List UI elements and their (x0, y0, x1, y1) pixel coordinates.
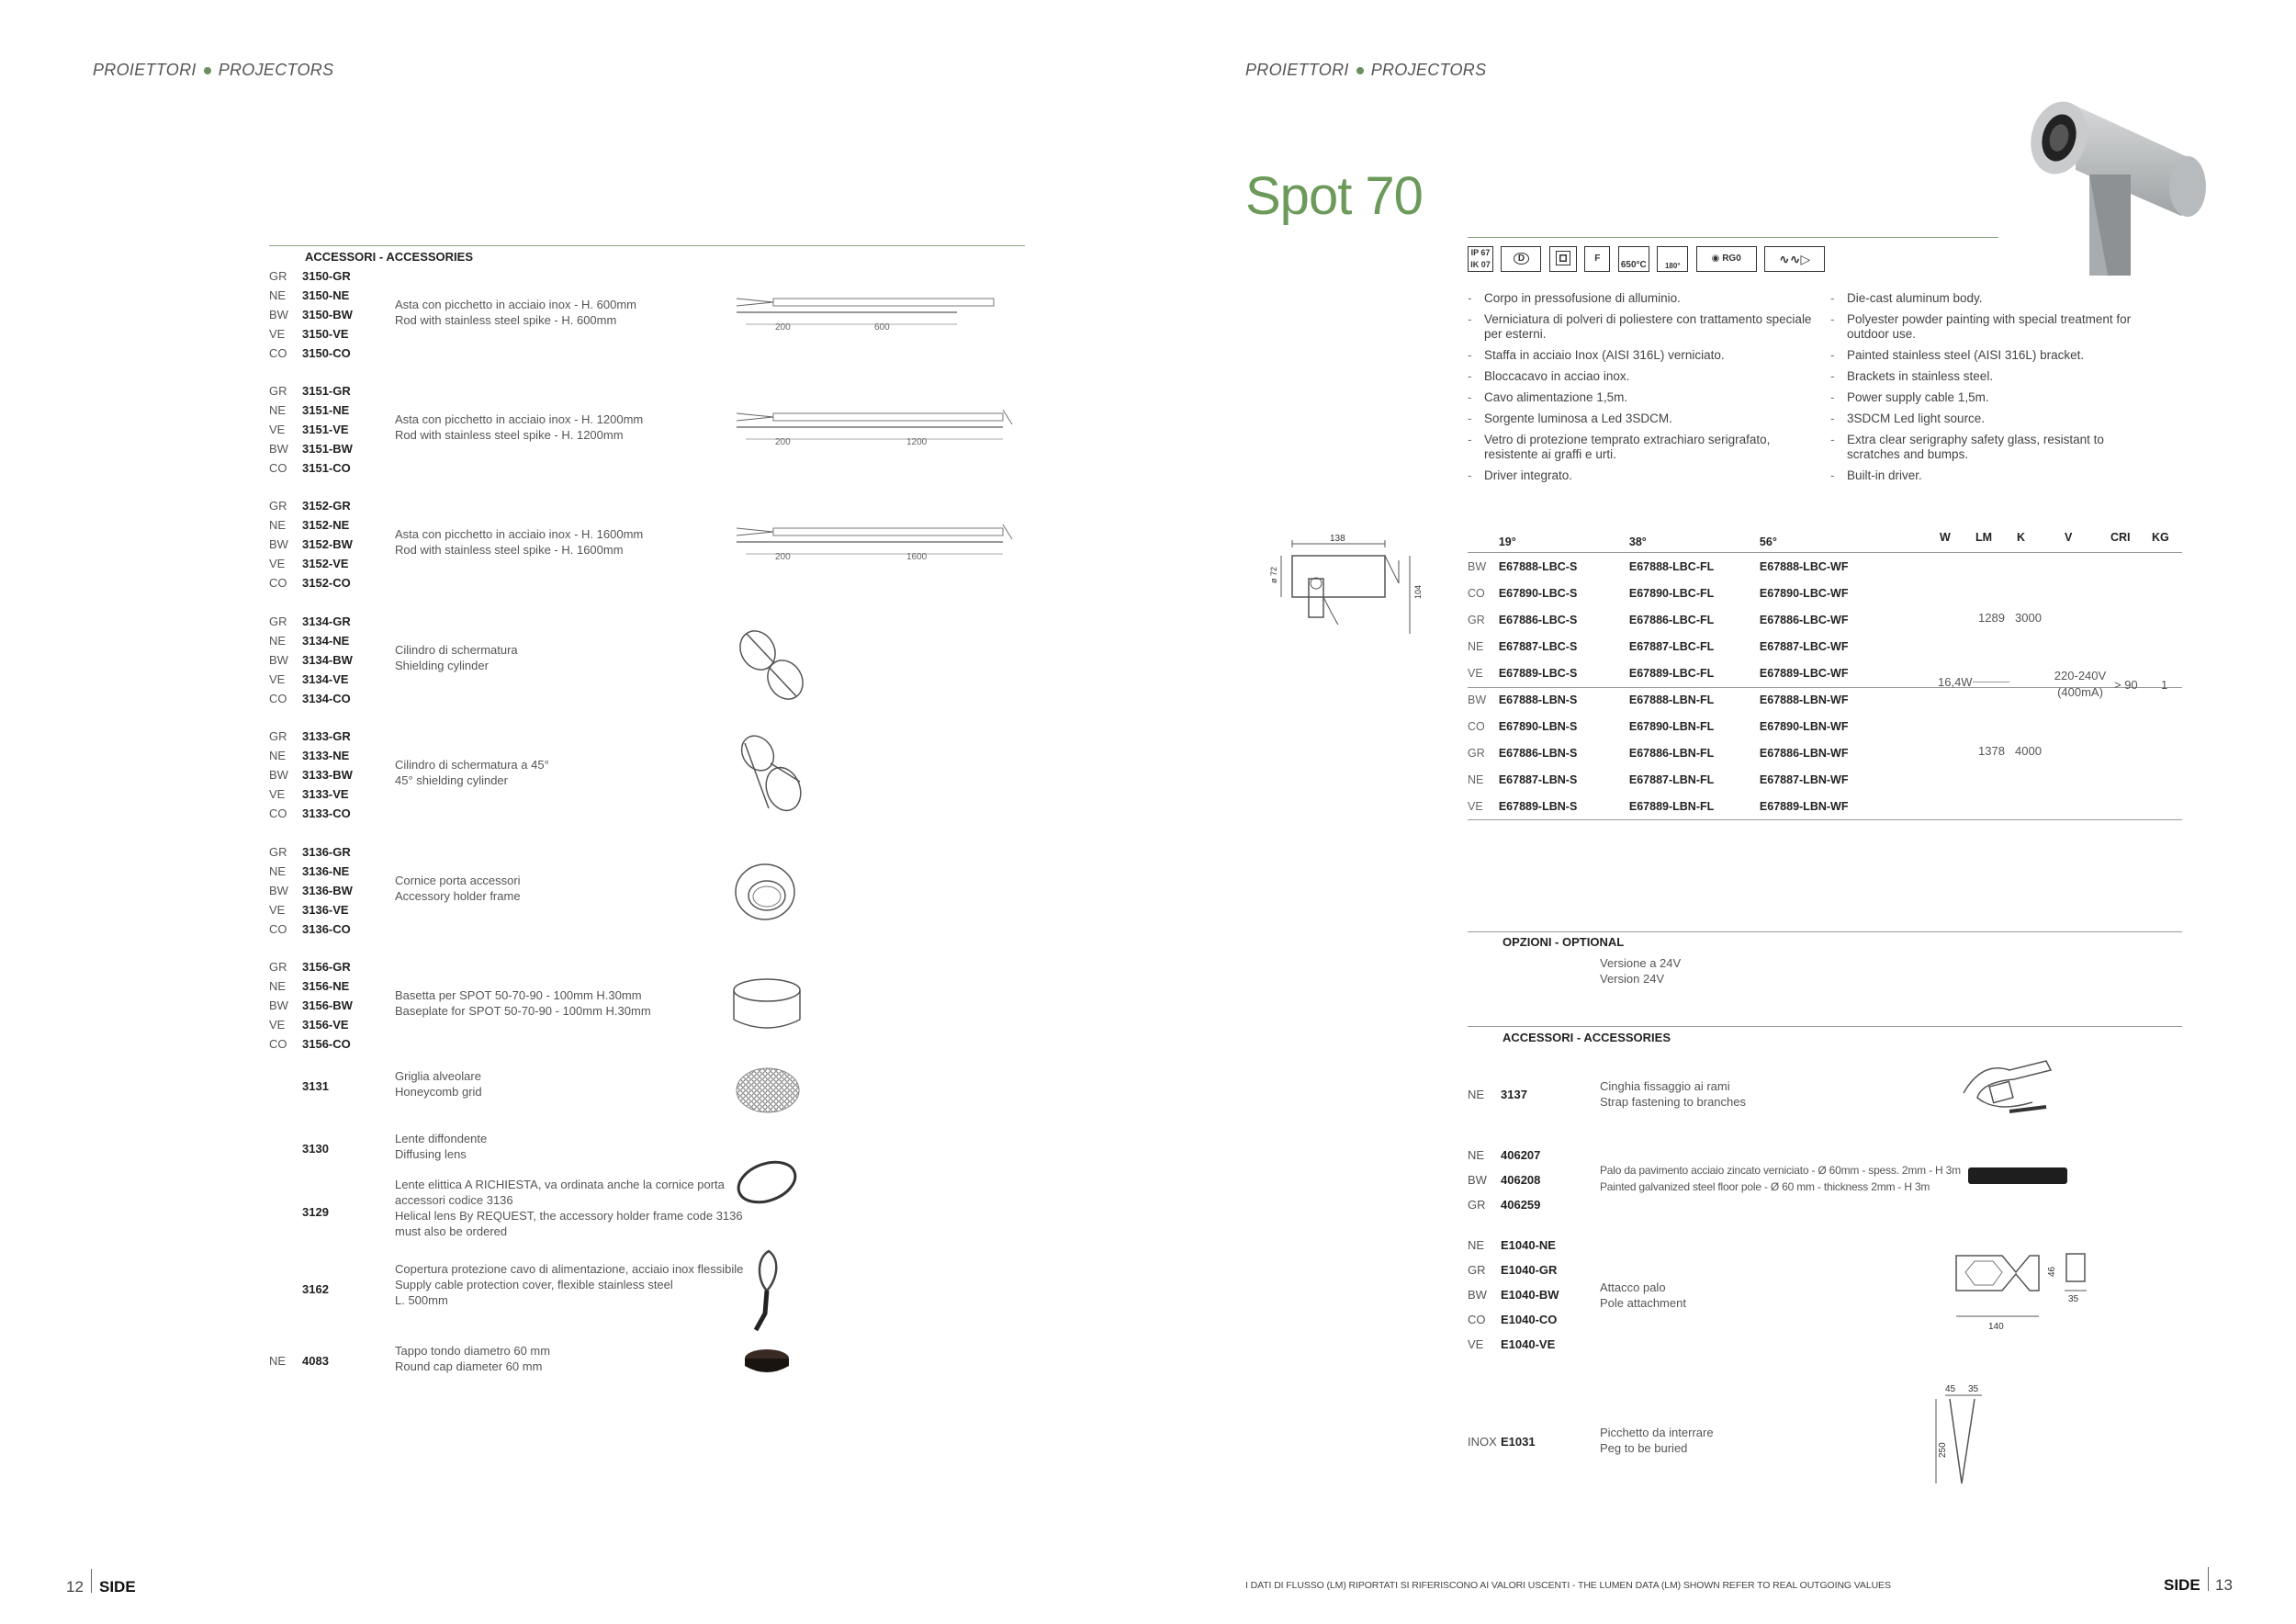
table-row (1468, 793, 1890, 819)
acc-code-row: NE 406207 (1468, 1148, 1541, 1162)
acc-code-row: VE 3151-VE (269, 423, 349, 436)
code-cell: E67887-LBC-FL (1628, 639, 1715, 653)
rod-600-dim1: 200 (775, 322, 791, 333)
acc-code-row: NE E1040-NE (1468, 1238, 1556, 1252)
code-cell: E67889-LBC-FL (1628, 666, 1715, 680)
dim-height: 104 (1413, 584, 1423, 599)
finish-cell: CO (1468, 719, 1485, 733)
code-cell: E67888-LBN-S (1498, 693, 1578, 706)
code-cell: E67887-LBN-WF (1759, 773, 1849, 786)
acc-code-row: BW 3133-BW (269, 768, 353, 782)
strap-codes: NE 3137 (1468, 1088, 1527, 1101)
code-cell: E67886-LBC-WF (1759, 613, 1849, 626)
acc-code-row: GR 406259 (1468, 1198, 1541, 1212)
feature-item: - Cavo alimentazione 1,5m. (1468, 390, 1821, 405)
rod-drawing-1600 (727, 519, 1021, 565)
diffusing-lens-drawing (735, 1159, 799, 1205)
right-acc-title: ACCESSORI - ACCESSORIES (1503, 1031, 1671, 1044)
acc-code-row: CO 3136-CO (269, 922, 351, 936)
acc-group-desc: Cilindro di schermatura a 45° 45° shielding cylinder (395, 758, 549, 787)
code-cell: E67886-LBC-S (1498, 613, 1578, 626)
left-page-number: 12 (66, 1578, 84, 1596)
bullet-dot (204, 67, 211, 74)
feature-item: - Sorgente luminosa a Led 3SDCM. (1468, 412, 1821, 426)
feature-item: - Extra clear serigraphy safety glass, resistant to scratches and bumps. (1830, 433, 2147, 462)
code-cell: E67887-LBC-S (1498, 639, 1578, 653)
spec-k-4000: 4000 (2015, 744, 2042, 758)
acc-code-row: BW 3150-BW (269, 308, 353, 321)
pole-image (1968, 1167, 2067, 1184)
acc-group-codes (269, 727, 353, 823)
dimmable-wave-icon: ∿∿▷ (1764, 246, 1825, 272)
feature-item: - Polyester powder painting with special treatment for outdoor use. (1830, 312, 2147, 342)
rod-drawing-600 (727, 289, 1012, 335)
code-cell: E67889-LBN-S (1498, 799, 1578, 813)
spec-kg: 1 (2161, 678, 2168, 692)
acc-code-row: CO 3152-CO (269, 576, 351, 590)
strap-drawing (1954, 1056, 2055, 1125)
acc-code-row: NE 3136-NE (269, 864, 350, 878)
acc-code-row: NE 3133-NE (269, 749, 350, 762)
baseplate-drawing (730, 974, 808, 1038)
code-cell: E67888-LBC-S (1498, 559, 1578, 573)
finish-cell: VE (1468, 666, 1483, 680)
finish-cell: CO (1468, 586, 1485, 600)
acc-code-row: CO 3150-CO (269, 346, 351, 360)
rod-1600-dim2: 1600 (906, 552, 928, 562)
rod-drawing-1200 (727, 404, 1021, 450)
acc-code-row: VE 3133-VE (269, 787, 349, 801)
acc-code-row: VE E1040-VE (1468, 1337, 1556, 1351)
right-brand: SIDE (2164, 1576, 2200, 1594)
acc-code-row: NE 3152-NE (269, 518, 350, 532)
acc-code-row: GR 3150-GR (269, 269, 351, 283)
acc-group-codes (269, 496, 353, 592)
code-cell: E67890-LBC-FL (1628, 586, 1715, 600)
code-cell: E67889-LBN-WF (1759, 799, 1849, 813)
shielding-cylinder-45-drawing (730, 730, 813, 818)
feature-item: - Staffa in acciaio Inox (AISI 316L) verniciato. (1468, 348, 1821, 363)
spec-k-3000: 3000 (2015, 611, 2042, 625)
acc-single-code: 3129 (302, 1205, 329, 1219)
feature-item: - Built-in driver. (1830, 468, 2147, 483)
features-italian (1468, 291, 1821, 490)
acc-code-row: VE 3156-VE (269, 1018, 349, 1032)
dim-width: 138 (1330, 534, 1345, 544)
table-row (1468, 633, 1890, 660)
code-cell: E67890-LBN-FL (1628, 719, 1715, 733)
acc-code-row: VE 3136-VE (269, 903, 349, 917)
acc-code-row: VE 3152-VE (269, 557, 349, 570)
code-cell: E67888-LBN-WF (1759, 693, 1849, 706)
cable-cover-drawing (748, 1249, 794, 1336)
acc-single-code: 3162 (302, 1282, 329, 1296)
code-cell: E67887-LBC-WF (1759, 639, 1849, 653)
acc-code-row: CO 3133-CO (269, 806, 351, 820)
acc-code-row: BW 3152-BW (269, 537, 353, 551)
peg-desc: Picchetto da interrare Peg to be buried (1600, 1426, 1714, 1455)
acc-group-desc: Asta con picchetto in acciaio inox - H. 1200mm Rod with stainless steel spike - H. 1200mm (395, 412, 644, 442)
acc-single-code: 3130 (302, 1142, 329, 1156)
acc-code-row: VE 3134-VE (269, 672, 349, 686)
f-mark-icon: F (1584, 246, 1610, 272)
code-cell: E67888-LBN-FL (1628, 693, 1715, 706)
code-cell: E67886-LBN-FL (1628, 746, 1715, 760)
acc-single-desc: Tappo tondo diametro 60 mm Round cap diameter 60 mm (395, 1344, 551, 1373)
acc-code-row: GR 3151-GR (269, 384, 351, 398)
peg-drawing (1927, 1382, 2000, 1493)
beam-angle-header: 38° (1628, 536, 1647, 548)
acc-code-row: BW 3136-BW (269, 884, 353, 897)
right-page-number: 13 (2215, 1576, 2233, 1594)
finish-cell: NE (1468, 639, 1484, 653)
acc-code-row: GR 3136-GR (269, 845, 351, 859)
double-insulation-icon (1549, 246, 1577, 272)
code-cell: E67889-LBC-S (1498, 666, 1578, 680)
acc-code-row: NE 3134-NE (269, 634, 350, 648)
round-cap-drawing (739, 1346, 794, 1382)
finish-cell: NE (1468, 773, 1484, 786)
acc-code-row: BW 3151-BW (269, 442, 353, 456)
table-bottom-line (1468, 819, 2182, 820)
spec-lm-4000: 1378 (1978, 744, 2005, 758)
acc-single-desc: Copertura protezione cavo di alimentazione, acciaio inox flessibile Supply cable protection cover, flexible stainless steel L. 500mm (395, 1262, 744, 1307)
attach-desc: Attacco palo Pole attachment (1600, 1280, 1686, 1310)
spec-voltage: 220-240V (400mA) (2054, 669, 2107, 699)
finish-cell: GR (1468, 746, 1485, 760)
acc-single-desc: Lente diffondente Diffusing lens (395, 1132, 488, 1161)
acc-code-row: NE 3150-NE (269, 288, 350, 302)
acc-code-row: BW 3156-BW (269, 998, 353, 1012)
right-acc-divider (1468, 1026, 2182, 1027)
table-row (1468, 580, 1890, 606)
acc-code-row: CO E1040-CO (1468, 1313, 1558, 1326)
peg-codes: INOX E1031 (1468, 1435, 1536, 1449)
left-footer-divider (91, 1569, 92, 1593)
ip-ik-badge: IP 67 IK 07 (1468, 246, 1493, 272)
table-row (1468, 606, 1890, 633)
acc-group-codes (269, 612, 353, 708)
acc-code-row: GR 3156-GR (269, 960, 351, 974)
table-row (1468, 686, 1890, 713)
left-brand: SIDE (99, 1578, 136, 1596)
optional-desc: Versione a 24V Version 24V (1600, 956, 1682, 986)
code-cell: E67887-LBN-S (1498, 773, 1578, 786)
acc-code-row: NE 3156-NE (269, 979, 350, 993)
left-acc-divider (269, 245, 1025, 246)
features-english (1830, 291, 2147, 490)
product-photo (1975, 78, 2232, 285)
code-cell: E67890-LBN-WF (1759, 719, 1849, 733)
table-header-row (1468, 531, 1890, 553)
code-cell: E67886-LBN-S (1498, 746, 1578, 760)
feature-item: - Power supply cable 1,5m. (1830, 390, 2147, 405)
acc-group-desc: Cornice porta accessori Accessory holder frame (395, 874, 521, 903)
acc-code-row: CO 3156-CO (269, 1037, 351, 1051)
acc-group-desc: Cilindro di schermatura Shielding cylinder (395, 643, 518, 672)
right-footer-divider (2208, 1567, 2209, 1591)
feature-item: - Verniciatura di polveri di poliestere con trattamento speciale per esterni. (1468, 312, 1821, 342)
strap-desc: Cinghia fissaggio ai rami Strap fastening to branches (1600, 1079, 1746, 1109)
acc-code-row: GR 3152-GR (269, 499, 351, 513)
acc-group-codes (269, 381, 353, 478)
acc-group-desc: Asta con picchetto in acciaio inox - H. 1600mm Rod with stainless steel spike - H. 1600mm (395, 527, 644, 557)
feature-item: - Driver integrato. (1468, 468, 1821, 483)
feature-item: - 3SDCM Led light source. (1830, 412, 2147, 426)
code-cell: E67890-LBC-S (1498, 586, 1578, 600)
svg-text:140: 140 (1988, 1322, 2004, 1332)
pole-desc: Palo da pavimento acciaio zincato verniciato - Ø 60mm - spess. 2mm - H 3m Painted galvanized steel floor pole - Ø 60 mm - thickness 2mm - H 3m (1600, 1164, 1961, 1193)
dim-diameter: ø 72 (1269, 566, 1278, 583)
table-row (1468, 713, 1890, 739)
code-cell: E67888-LBC-WF (1759, 559, 1849, 573)
attach-codes (1468, 1233, 1559, 1357)
feature-item: - Die-cast aluminum body. (1830, 291, 2147, 306)
code-cell: E67887-LBN-FL (1628, 773, 1715, 786)
feature-item: - Painted stainless steel (AISI 316L) bracket. (1830, 348, 2147, 363)
acc-single-code: NE 4083 (269, 1354, 329, 1368)
pole-codes (1468, 1143, 1540, 1217)
acc-code-row: BW 3134-BW (269, 653, 353, 667)
finish-cell: BW (1468, 693, 1487, 706)
acc-code-row: BW E1040-BW (1468, 1288, 1559, 1302)
acc-single-code: 3131 (302, 1079, 329, 1093)
code-cell: E67889-LBN-FL (1628, 799, 1715, 813)
code-cell: E67886-LBN-WF (1759, 746, 1849, 760)
rod-1600-dim1: 200 (775, 552, 791, 562)
feature-item: - Corpo in pressofusione di alluminio. (1468, 291, 1821, 306)
rg0-eye-icon: ◉ RG0 (1696, 246, 1757, 272)
class-d-icon: D (1501, 246, 1541, 272)
svg-text:46: 46 (2047, 1266, 2057, 1277)
code-cell: E67888-LBC-FL (1628, 559, 1715, 573)
bullet-dot (1356, 67, 1364, 74)
acc-code-row: NE 3151-NE (269, 403, 350, 417)
acc-code-row: GR 3133-GR (269, 729, 351, 743)
feature-item: - Bloccacavo in acciao inox. (1468, 369, 1821, 384)
tilt-angle-icon: 180° (1657, 246, 1688, 272)
spec-watt: 16,4W (1938, 675, 1973, 689)
spec-cri: > 90 (2114, 678, 2138, 692)
glow-wire-icon: 650°C (1618, 246, 1649, 272)
acc-code-row: CO 3151-CO (269, 461, 351, 475)
finish-cell: VE (1468, 799, 1483, 813)
certification-badges (1468, 246, 1829, 274)
code-cell: E67890-LBC-WF (1759, 586, 1849, 600)
acc-code-row: GR E1040-GR (1468, 1263, 1558, 1277)
feature-item: - Brackets in stainless steel. (1830, 369, 2147, 384)
acc-group-codes (269, 842, 353, 939)
shielding-cylinder-drawing (730, 625, 813, 707)
dimension-drawing (1269, 533, 1433, 648)
feature-item: - Vetro di protezione temprato extrachiaro serigrafato, resistente ai graffi e urti. (1468, 433, 1821, 462)
acc-group-desc: Asta con picchetto in acciaio inox - H. 600mm Rod with stainless steel spike - H. 600mm (395, 298, 637, 327)
optional-divider (1468, 931, 2182, 932)
finish-cell: GR (1468, 613, 1485, 626)
code-cell: E67889-LBC-WF (1759, 666, 1849, 680)
pole-attach-drawing (1947, 1245, 2094, 1336)
beam-angle-header: 19° (1498, 536, 1516, 548)
right-page-header: PROIETTORI PROJECTORS (1245, 61, 1487, 79)
beam-angle-header: 56° (1759, 536, 1777, 548)
rod-600-dim2: 600 (874, 322, 890, 333)
code-cell: E67890-LBN-S (1498, 719, 1578, 733)
left-page-header: PROIETTORI PROJECTORS (93, 61, 334, 79)
title-divider (1468, 237, 1998, 238)
svg-text:35: 35 (2068, 1294, 2079, 1304)
svg-text:45: 45 (1945, 1384, 1956, 1394)
finish-cell: BW (1468, 559, 1487, 573)
accessory-frame-drawing (730, 859, 804, 928)
acc-group-desc: Basetta per SPOT 50-70-90 - 100mm H.30mm Baseplate for SPOT 50-70-90 - 100mm H.30mm (395, 988, 651, 1018)
spec-lm-3000: 1289 (1978, 611, 2005, 625)
svg-text:35: 35 (1968, 1384, 1979, 1394)
acc-single-desc: Lente elittica A RICHIESTA, va ordinata anche la cornice porta accessori codice 3136 Helical lens By REQUEST, the accessory holder frame code 3136 must also be ordered (395, 1178, 743, 1238)
left-acc-title: ACCESSORI - ACCESSORIES (305, 250, 473, 264)
acc-code-row: VE 3150-VE (269, 327, 349, 341)
table-row (1468, 660, 1890, 686)
acc-group-codes (269, 957, 353, 1054)
acc-single-desc: Griglia alveolare Honeycomb grid (395, 1069, 482, 1099)
table-header-line (1468, 552, 2182, 553)
code-cell: E67886-LBC-FL (1628, 613, 1715, 626)
optional-title: OPZIONI - OPTIONAL (1503, 935, 1625, 949)
table-row (1468, 739, 1890, 766)
acc-code-row: CO 3134-CO (269, 692, 351, 705)
footer-lumen-note: I DATI DI FLUSSO (LM) RIPORTATI SI RIFERISCONO AI VALORI USCENTI - THE LUMEN DATA (LM) SHOWN REFER TO REAL OUTGOING VALUES (1245, 1580, 1891, 1591)
product-title: Spot 70 (1245, 166, 1423, 226)
acc-group-codes (269, 266, 353, 363)
table-row (1468, 766, 1890, 793)
svg-text:250: 250 (1938, 1442, 1948, 1458)
rod-1200-dim2: 1200 (906, 437, 928, 447)
honeycomb-grid-drawing (735, 1066, 804, 1116)
acc-code-row: GR 3134-GR (269, 615, 351, 628)
table-row (1468, 553, 1890, 580)
acc-code-row: BW 406208 (1468, 1173, 1541, 1187)
rod-1200-dim1: 200 (775, 437, 791, 447)
